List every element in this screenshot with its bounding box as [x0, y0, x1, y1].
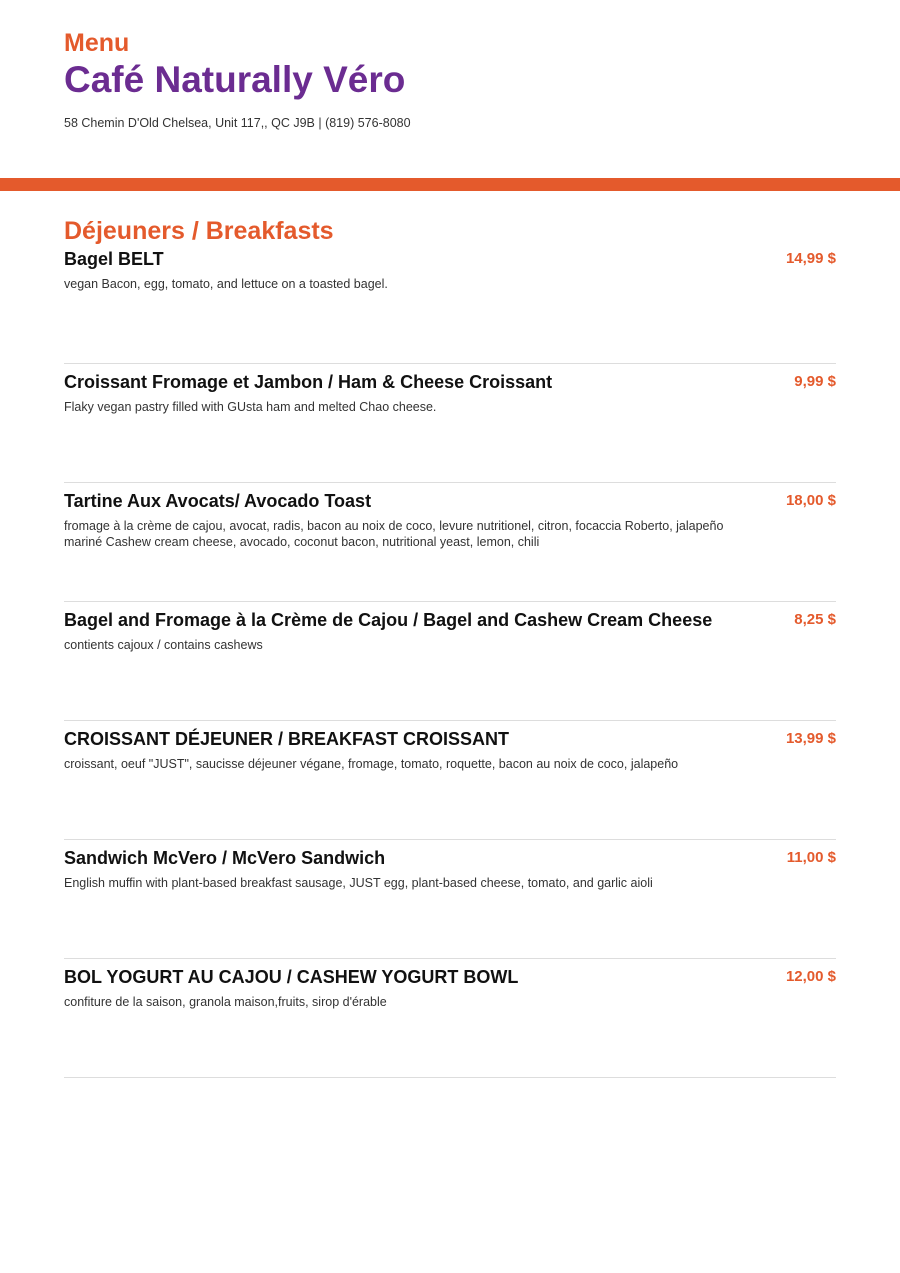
menu-header — [64, 28, 836, 131]
breakfast-section — [64, 215, 836, 1078]
menu-label: Menu — [64, 29, 130, 57]
menu-item-name: CROISSANT DÉJEUNER / BREAKFAST CROISSANT — [64, 729, 510, 749]
menu-item-price: 18,00 $ — [785, 492, 836, 509]
menu-item-description: croissant, oeuf "JUST", saucisse déjeuner végane, fromage, tomato, roquette, bacon au noix de coco, jalapeño — [64, 757, 679, 771]
menu-item-name: Bagel and Fromage à la Crème de Cajou / Bagel and Cashew Cream Cheese — [64, 610, 713, 630]
menu-item-name: Sandwich McVero / McVero Sandwich — [64, 848, 386, 868]
address-line: 58 Chemin D'Old Chelsea, Unit 117,, QC J9B | (819) 576-8080 — [64, 116, 411, 130]
menu-item-description: Flaky vegan pastry filled with GUsta ham and melted Chao cheese. — [64, 400, 437, 414]
menu-item-price: 11,00 $ — [786, 849, 836, 866]
menu-item — [64, 602, 836, 721]
menu-item — [64, 721, 836, 840]
menu-item-price: 9,99 $ — [794, 373, 836, 390]
menu-item-list — [64, 247, 836, 1078]
menu-item-price: 14,99 $ — [785, 250, 836, 267]
menu-item — [64, 840, 836, 959]
menu-item — [64, 959, 836, 1078]
menu-item-name: BOL YOGURT AU CAJOU / CASHEW YOGURT BOWL — [64, 967, 519, 987]
menu-item-price: 8,25 $ — [794, 611, 836, 628]
menu-item-name: Bagel BELT — [64, 249, 164, 269]
menu-item — [64, 483, 836, 602]
menu-item-description: confiture de la saison, granola maison,fruits, sirop d'érable — [64, 995, 387, 1009]
menu-item-name: Croissant Fromage et Jambon / Ham & Cheese Croissant — [64, 372, 553, 392]
menu-item-description: fromage à la crème de cajou, avocat, radis, bacon au noix de coco, levure nutritionel, citron, focaccia Roberto, jalapeño mariné Cashew cream cheese, avocado, coconut bacon, nutritional yeast, lemon, chili — [64, 519, 724, 549]
section-title: Déjeuners / Breakfasts — [64, 217, 334, 245]
menu-item-description: vegan Bacon, egg, tomato, and lettuce on a toasted bagel. — [64, 277, 388, 291]
menu-item-description: English muffin with plant-based breakfast sausage, JUST egg, plant-based cheese, tomato, and garlic aioli — [64, 876, 653, 890]
menu-item — [64, 364, 836, 483]
menu-item — [64, 247, 836, 364]
menu-item-price: 12,00 $ — [785, 968, 836, 985]
cafe-name: Café Naturally Véro — [64, 59, 406, 100]
menu-item-name: Tartine Aux Avocats/ Avocado Toast — [64, 491, 372, 511]
menu-item-price: 13,99 $ — [785, 730, 836, 747]
accent-divider-bar — [0, 178, 900, 191]
menu-item-description: contients cajoux / contains cashews — [64, 638, 263, 652]
